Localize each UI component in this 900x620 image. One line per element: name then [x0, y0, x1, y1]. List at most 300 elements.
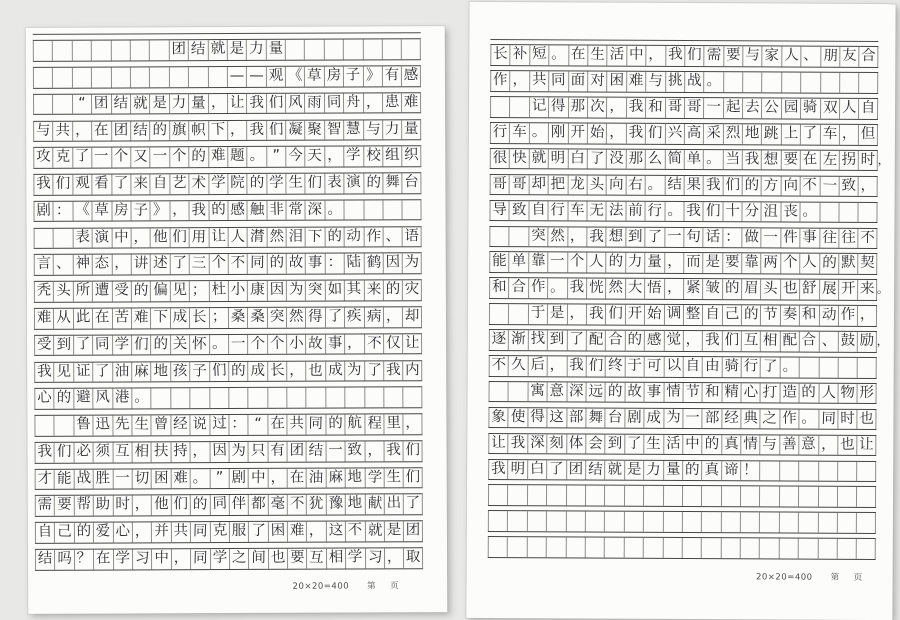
grid-cell [565, 538, 584, 558]
handwritten-character [151, 40, 170, 60]
handwritten-character: 同 [308, 415, 324, 433]
handwritten-character: 难 [289, 522, 305, 540]
grid-cell [586, 279, 605, 299]
handwritten-character: 与 [365, 121, 381, 138]
grid-cell [403, 521, 422, 541]
grid-cell [762, 73, 781, 93]
grid-cell [324, 200, 343, 220]
handwritten-character: 的 [821, 255, 837, 272]
handwritten-character: 剧 [627, 409, 642, 426]
grid-cell [267, 335, 286, 355]
handwritten-character: 是 [626, 461, 642, 478]
grid-row [34, 387, 422, 410]
handwritten-character: ： [327, 254, 343, 272]
grid-cell [364, 334, 383, 354]
grid-cell [73, 335, 92, 355]
handwritten-character: 在 [269, 415, 285, 433]
handwritten-character: 学 [268, 174, 284, 192]
grid-cell [151, 469, 170, 489]
grid-cell [722, 202, 741, 222]
grid-cell [508, 304, 527, 324]
grid-cell [383, 334, 402, 354]
handwritten-character: 意 [801, 435, 817, 453]
grid-cell [644, 279, 663, 299]
grid-cell [528, 304, 547, 324]
grid-cell [150, 282, 169, 302]
grid-cell [566, 382, 585, 402]
handwritten-character: 故 [308, 335, 324, 352]
handwritten-character [151, 67, 170, 87]
grid-cell [170, 469, 189, 489]
grid-cell [229, 522, 248, 542]
grid-cell [35, 469, 54, 489]
handwritten-character: 演 [346, 174, 362, 191]
handwritten-character: 跳 [764, 125, 780, 142]
handwritten-character: 了 [549, 460, 564, 478]
handwritten-character: 人 [588, 254, 604, 271]
handwritten-character: 见 [56, 363, 72, 380]
handwritten-character: 们 [405, 468, 421, 485]
handwritten-character [34, 94, 53, 114]
grid-cell [343, 93, 362, 113]
handwritten-character: 有 [269, 442, 285, 459]
handwritten-character: 使 [511, 408, 526, 426]
grid-cell [761, 150, 780, 170]
handwritten-character: 们 [211, 362, 227, 379]
handwritten-character: 的 [365, 174, 381, 191]
handwritten-character: 潸 [250, 228, 265, 245]
grid-cell [702, 357, 721, 377]
grid-cell [526, 537, 545, 557]
handwritten-character [34, 228, 53, 248]
grid-cell [345, 548, 364, 568]
handwritten-character: 我 [490, 460, 506, 477]
grid-cell [740, 435, 759, 455]
grid-cell [73, 282, 92, 302]
grid-cell [285, 93, 304, 113]
grid-cell [546, 486, 565, 506]
grid-cell [722, 228, 741, 248]
handwritten-character: 帮 [76, 496, 92, 514]
grid-cell [799, 254, 818, 274]
grid-row [34, 279, 422, 302]
handwritten-character: 个 [269, 335, 285, 352]
handwritten-character: 灾 [404, 281, 420, 298]
handwritten-character [818, 539, 836, 540]
grid-cell [267, 361, 286, 381]
handwritten-character: 们 [307, 174, 323, 192]
grid-cell [209, 335, 228, 355]
handwritten-character: 共 [55, 122, 71, 139]
handwritten-character: 关 [172, 335, 188, 353]
grid-cell [267, 468, 286, 488]
handwritten-character: 要 [783, 151, 799, 168]
grid-cell [682, 435, 701, 455]
grid-row [489, 329, 889, 353]
grid-cell [132, 496, 151, 516]
handwritten-character: 的 [57, 390, 72, 407]
grid-cell [548, 149, 567, 169]
handwritten-character: 车 [822, 125, 838, 143]
handwritten-character: 航 [347, 415, 363, 432]
grid-cell [568, 97, 587, 117]
handwritten-character [34, 68, 53, 88]
grid-cell [858, 125, 877, 145]
handwritten-character: 是 [152, 95, 168, 112]
handwritten-character [528, 485, 546, 486]
grid-cell [92, 228, 111, 248]
grid-cell [761, 254, 780, 274]
grid-cell [721, 435, 740, 455]
grid-cell [798, 461, 817, 481]
grid-cell [247, 254, 266, 274]
handwritten-character: 因 [385, 254, 401, 271]
handwritten-character: 个 [569, 253, 585, 270]
grid-cell [287, 549, 306, 569]
handwritten-character: 术 [191, 175, 207, 192]
grid-cell [507, 511, 526, 531]
grid-cell [567, 253, 586, 273]
grid-cell [304, 93, 323, 113]
handwritten-character: 舞 [385, 174, 401, 191]
grid-cell [488, 434, 507, 454]
handwritten-character: 头 [56, 282, 72, 300]
handwritten-character: 往 [841, 229, 856, 246]
grid-cell [586, 305, 605, 325]
handwritten-character: 。 [192, 469, 208, 487]
handwritten-character: 到 [607, 435, 623, 452]
grid-cell [818, 435, 837, 455]
handwritten-character: 天 [307, 148, 323, 165]
grid-cell [488, 460, 507, 480]
handwritten-character: 了 [626, 435, 642, 452]
handwritten-character: 生 [134, 416, 150, 434]
grid-cell [383, 414, 402, 434]
handwritten-character: 龙 [570, 176, 585, 193]
grid-cell [663, 435, 682, 455]
handwritten-character: 的 [249, 174, 265, 192]
grid-cell [684, 176, 703, 196]
handwritten-character [761, 487, 779, 488]
handwritten-character: 向 [609, 176, 625, 193]
grid-cell [35, 496, 54, 516]
grid-row [33, 199, 421, 222]
grid-cell [510, 71, 529, 91]
grid-cell [383, 388, 402, 408]
handwritten-character: 雨 [307, 94, 323, 111]
handwritten-character: 句 [686, 228, 701, 245]
handwritten-character: 风 [288, 94, 303, 111]
grid-cell [112, 362, 131, 382]
grid-cell [819, 176, 838, 196]
handwritten-character: 难 [173, 469, 188, 486]
handwritten-character: 下 [307, 228, 323, 245]
handwritten-character: 、 [821, 332, 837, 350]
handwritten-character: 拐 [841, 151, 857, 168]
grid-cell [858, 177, 877, 197]
handwritten-character: 向 [783, 177, 799, 194]
handwritten-character: 往 [821, 229, 837, 246]
handwritten-character: 剧 [231, 469, 247, 486]
handwritten-character [208, 66, 227, 86]
grid-cell [567, 149, 586, 169]
handwritten-character: 和 [647, 99, 663, 116]
handwritten-character: 持 [173, 443, 188, 460]
grid-cell [266, 201, 285, 221]
handwritten-character: 我 [706, 176, 721, 194]
grid-cell [508, 434, 527, 454]
handwritten-character: 观 [74, 175, 90, 192]
handwritten-character: 迅 [95, 416, 111, 433]
grid-cell [401, 66, 420, 86]
handwritten-character: 学 [212, 549, 228, 567]
handwritten-character: 让 [210, 228, 226, 245]
handwritten-character: 间 [251, 549, 267, 567]
handwritten-character: 看 [94, 175, 110, 192]
grid-cell [489, 278, 508, 298]
handwritten-character: 必 [75, 442, 91, 460]
handwritten-character: ， [309, 523, 325, 540]
composition-grid-page-1 [33, 32, 423, 570]
grid-cell [644, 305, 663, 325]
handwritten-character: 也 [308, 362, 324, 379]
grid-cell [838, 202, 857, 222]
grid-cell [799, 409, 818, 429]
handwritten-character: 程 [366, 415, 382, 432]
handwritten-character: 一 [152, 148, 168, 165]
handwritten-character [384, 387, 402, 388]
grid-cell [742, 176, 761, 196]
handwritten-character: 左 [822, 151, 838, 169]
handwritten-character: 时 [115, 496, 130, 513]
grid-cell [760, 306, 779, 326]
grid-cell [780, 254, 799, 274]
grid-cell [838, 332, 857, 352]
handwritten-character: 前 [628, 202, 643, 219]
grid-cell [508, 460, 527, 480]
handwritten-character: 哥 [686, 99, 702, 116]
handwritten-character: 得 [529, 408, 545, 425]
handwritten-character: 康 [250, 282, 266, 299]
handwritten-character: ： [724, 228, 740, 245]
grid-cell [33, 202, 52, 222]
grid-cell [228, 308, 247, 328]
grid-cell [228, 228, 247, 248]
handwritten-character: 切 [134, 470, 150, 487]
handwritten-character: 心 [36, 389, 52, 407]
handwritten-character: 团 [171, 41, 187, 58]
grid-cell [402, 254, 421, 274]
handwritten-character: 意 [549, 383, 565, 400]
grid-cell [403, 361, 422, 381]
handwritten-character: 逐 [491, 331, 507, 348]
grid-cell [344, 281, 363, 301]
grid-cell [586, 331, 605, 351]
handwritten-character: 。 [801, 409, 817, 427]
handwritten-character: 快 [512, 149, 528, 167]
handwritten-character: 三 [191, 255, 207, 273]
grid-cell [742, 98, 761, 118]
grid-cell [684, 98, 703, 118]
handwritten-character: 动 [346, 227, 362, 245]
handwritten-character: 团 [405, 522, 421, 539]
grid-cell [625, 331, 644, 351]
handwritten-character: 单 [511, 253, 527, 270]
handwritten-character: 到 [56, 336, 72, 353]
grid-cell [645, 124, 664, 144]
grid-cell [606, 175, 625, 195]
grid-cell [208, 174, 227, 194]
handwritten-character: 的 [153, 336, 169, 353]
grid-cell [151, 523, 170, 543]
handwritten-character [800, 357, 818, 358]
handwritten-character: 同 [192, 523, 208, 540]
grid-cell [402, 173, 421, 193]
grid-cell [247, 361, 266, 381]
handwritten-character: 陆 [346, 254, 362, 271]
handwritten-character: 团 [289, 442, 305, 459]
handwritten-character: 己 [57, 523, 73, 541]
handwritten-character: 自 [705, 306, 721, 323]
grid-cell [508, 408, 527, 428]
handwritten-character: 的 [192, 496, 208, 514]
grid-cell [208, 201, 227, 221]
handwritten-character: 凝 [288, 121, 303, 138]
grid-cell [605, 279, 624, 299]
grid-cell [131, 416, 150, 436]
handwritten-character [761, 461, 779, 462]
handwritten-character: 结 [587, 461, 603, 478]
handwritten-character: 部 [704, 409, 720, 427]
handwritten-character: 以 [665, 357, 681, 374]
handwritten-character: 帜 [191, 121, 206, 139]
grid-cell [363, 120, 382, 140]
handwritten-character: ， [569, 305, 585, 322]
handwritten-character [72, 67, 91, 87]
handwritten-character: 》 [153, 202, 168, 219]
grid-cell [34, 416, 53, 436]
grid-cell [344, 227, 363, 247]
handwritten-character: 力 [171, 94, 187, 112]
grid-cell [586, 253, 605, 273]
handwritten-character: 也 [840, 436, 855, 453]
grid-cell [527, 512, 546, 532]
handwritten-character: 也 [859, 410, 874, 427]
grid-cell [819, 151, 838, 171]
grid-cell [682, 512, 701, 532]
grid-cell [208, 254, 227, 274]
grid-cell [33, 95, 52, 115]
handwritten-character: 开 [840, 281, 856, 298]
handwritten-character: 配 [782, 332, 798, 349]
handwritten-character: ， [648, 47, 664, 64]
handwritten-character: 人 [841, 99, 857, 117]
handwritten-character: 就 [607, 461, 623, 478]
handwritten-character: 鹤 [366, 254, 382, 272]
handwritten-character: 和 [801, 306, 817, 323]
handwritten-character: 困 [609, 72, 625, 89]
handwritten-character: 渐 [511, 331, 527, 348]
handwritten-character: 始 [589, 124, 605, 142]
handwritten-character: 下 [153, 309, 169, 326]
handwritten-character: 白 [529, 460, 545, 477]
grid-row [490, 174, 878, 198]
handwritten-character: 公 [764, 99, 780, 117]
grid-cell [779, 435, 798, 455]
handwritten-character: 我 [589, 228, 605, 245]
handwritten-character [663, 538, 681, 539]
handwritten-character: 曾 [154, 416, 169, 433]
handwritten-character: ， [405, 415, 420, 432]
handwritten-character: 题 [230, 148, 245, 165]
handwritten-character: 小 [289, 335, 304, 352]
handwritten-character: 到 [549, 331, 565, 348]
grid-row [34, 226, 422, 249]
grid-cell [189, 362, 208, 382]
squeezed-punctuation [877, 280, 889, 300]
handwritten-character: 明 [510, 460, 526, 477]
grid-cell [565, 512, 584, 532]
handwritten-character: 我 [667, 46, 683, 64]
grid-cell [722, 150, 741, 170]
grid-cell [247, 201, 266, 221]
grid-cell [644, 253, 663, 273]
grid-row [34, 413, 422, 436]
handwritten-character: 深 [529, 434, 545, 451]
grid-cell [781, 99, 800, 119]
grid-cell [722, 305, 741, 325]
handwritten-character: 孩 [172, 362, 188, 379]
handwritten-character: 因 [269, 281, 285, 299]
grid-cell [626, 124, 645, 144]
handwritten-character: ， [385, 308, 401, 325]
handwritten-character: 然 [608, 279, 624, 297]
handwritten-character: ， [860, 177, 876, 194]
grid-cell [665, 98, 684, 118]
handwritten-character: 与 [648, 73, 664, 90]
handwritten-character: 结 [308, 442, 324, 460]
handwritten-character: 他 [153, 228, 168, 246]
grid-cell [585, 460, 604, 480]
grid-cell [587, 123, 606, 143]
grid-cell [547, 382, 566, 402]
grid-cell [626, 72, 645, 92]
handwritten-character: 克 [211, 522, 228, 540]
handwritten-character: 疾 [346, 307, 362, 325]
grid-cell [586, 356, 605, 376]
grid-cell [839, 99, 858, 119]
handwritten-character: 非 [268, 201, 284, 218]
handwritten-character: 不 [289, 496, 305, 513]
handwritten-character [34, 41, 53, 61]
grid-cell [73, 416, 92, 436]
grid-cell [702, 383, 721, 403]
handwritten-character: 》 [365, 67, 381, 84]
handwritten-character: 。 [706, 150, 722, 168]
grid-cell [364, 468, 383, 488]
grid-cell [837, 435, 856, 455]
grid-cell [818, 409, 837, 429]
handwritten-character: 我 [37, 443, 53, 460]
handwritten-character: 麻 [133, 363, 149, 380]
grid-cell [721, 487, 740, 507]
handwritten-character [819, 461, 837, 462]
grid-cell [742, 202, 761, 222]
handwritten-character: ， [114, 255, 129, 272]
grid-cell [741, 280, 760, 300]
handwritten-character: 了 [95, 362, 110, 380]
handwritten-character: 为 [665, 409, 681, 426]
